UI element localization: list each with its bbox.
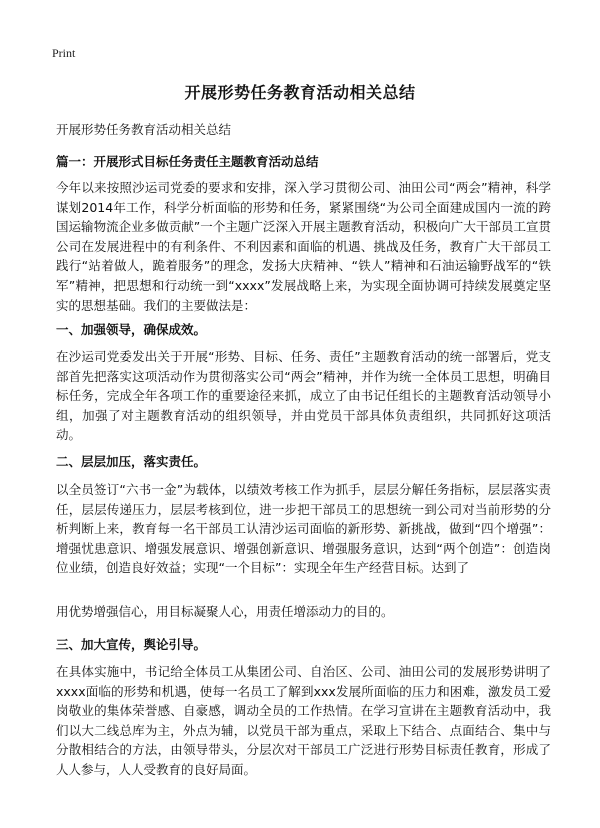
section-paragraph: 在沙运司党委发出关于开展“形势、目标、任务、责任”主题教育活动的统一部署后，党支部首先把落实这项活动作为贯彻落实公司“两会”精神，并作为统一全体员工思想，明确目标任务，完成全年各项工作的重要途径来抓，成立了由书记任组长的主题教育活动领导小组，加强了对主题教育活动的组织领导，并由党员干部具体负责组织，共同抓好这项活动。 (56, 349, 551, 443)
document-subtitle: 开展形势任务教育活动相关总结 (56, 122, 232, 137)
print-link[interactable]: Print (52, 46, 76, 60)
section-paragraph: 在具体实施中，书记给全体员工从集团公司、自治区、公司、油田公司的发展形势讲明了xxxx面临的形势和机遇，使每一名员工了解到xxx发展所面临的压力和困难，激发员工爱岗敬业的集体荣誉感、自豪感，调动全员的工作热情。在学习宣讲在主题教育活动中，我们以大二线总库为主，外点为辅，以党员干部为重点，采取上下结合、点面结合、集中与分散相结合的方法，由领导带头，分层次对干部员工广泛进行形势目标责任教育，形成了人人参与，人人受教育的良好局面。 (56, 664, 551, 777)
section-paragraph: 以全员签订“六书一金”为载体，以绩效考核工作为抓手，层层分解任务指标，层层落实责任，层层传递压力，层层考核到位，进一步把干部员工的思想统一到公司对当前形势的分析判断上来，教育每一名干部员工认清沙运司面临的新形势、新挑战，做到“四个增强”：增强忧患意识、增强发展意识、增强创新意识、增强服务意识，达到“两个创造”：创造岗位业绩，创造良好效益；实现“一个目标”：实现全年生产经营目标。达到了 (56, 482, 551, 576)
document-title: 开展形势任务教育活动相关总结 (184, 83, 416, 102)
article-heading: 篇一：开展形式目标任务责任主题教育活动总结 (56, 154, 319, 169)
intro-paragraph: 今年以来按照沙运司党委的要求和安排，深入学习贯彻公司、油田公司“两会”精神，科学谋划2014年工作，科学分析面临的形势和任务，紧紧围绕“为公司全面建成国内一流的跨国运输物流企业多做贡献”一个主题广泛深入开展主题教育活动，积极向广大干部员工宣贯公司在发展进程中的有利条件、不利因素和面临的机遇、挑战及任务，教育广大干部员工践行“站着做人，跪着服务”的理念，发扬大庆精神、“铁人”精神和石油运输野战军的“铁军”精神，把思想和行动统一到“xxxx”发展战略上来，为实现全面协调可持续发展奠定坚实的思想基础。我们的主要做法是： (56, 180, 551, 313)
section-heading: 二、层层加压，落实责任。 (56, 454, 207, 469)
section-heading: 一、加强领导，确保成效。 (56, 322, 207, 337)
section-paragraph: 用优势增强信心，用目标凝聚人心，用责任增添动力的目的。 (56, 604, 394, 619)
section-heading: 三、加大宣传，舆论引导。 (56, 637, 207, 652)
